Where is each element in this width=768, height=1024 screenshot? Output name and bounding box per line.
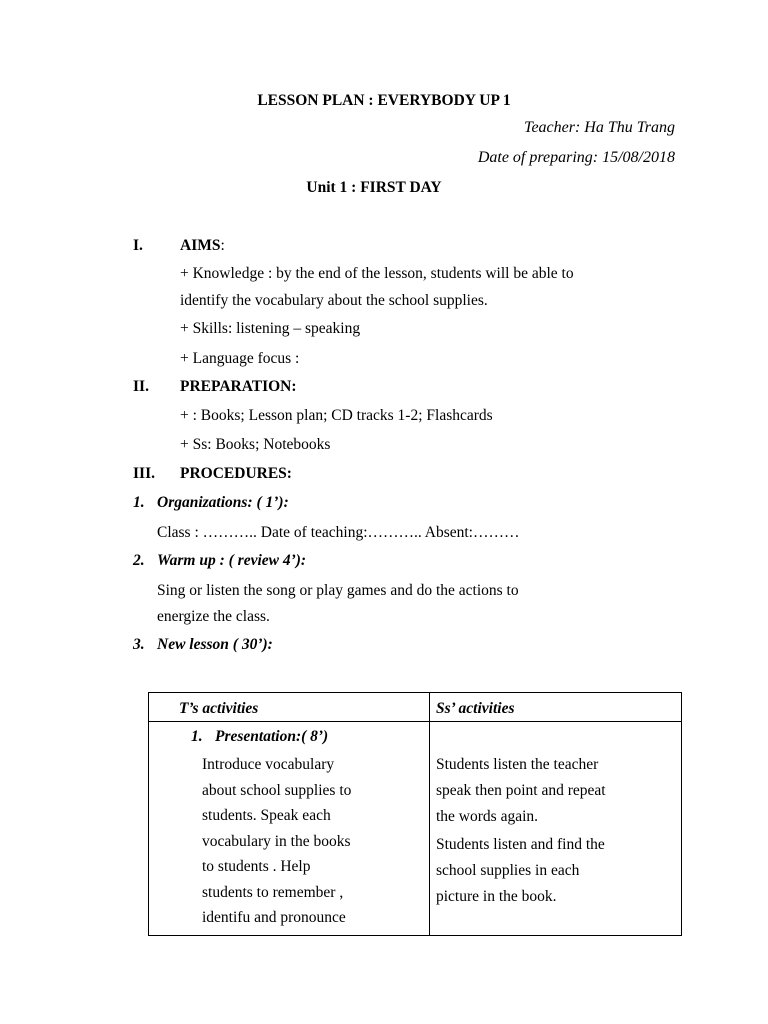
aims-numeral: I.	[133, 237, 143, 254]
teacher-activity-line: about school supplies to	[202, 782, 352, 799]
table-column-divider	[429, 693, 430, 935]
warmup-title: Warm up : ( review 4’):	[157, 552, 307, 569]
aims-colon: :	[220, 237, 225, 254]
new-lesson-number: 3.	[133, 636, 145, 653]
teacher-activity-line: identifu and pronounce	[202, 909, 346, 926]
teacher-activity-line: vocabulary in the books	[202, 833, 351, 850]
preparation-heading: PREPARATION:	[180, 378, 297, 395]
aims-knowledge-line1: + Knowledge : by the end of the lesson, students will be able to	[180, 265, 574, 282]
page-title: LESSON PLAN : EVERYBODY UP 1	[257, 92, 511, 109]
teacher-activity-line: Introduce vocabulary	[202, 756, 335, 773]
student-activity-line: Students listen the teacher	[436, 756, 599, 773]
aims-language-focus: + Language focus :	[180, 350, 300, 367]
presentation-number: 1.	[191, 728, 203, 745]
aims-knowledge-line2: identify the vocabulary about the school supplies.	[180, 292, 488, 309]
procedures-numeral: III.	[133, 465, 155, 482]
teacher-activity-line: students to remember ,	[202, 884, 344, 901]
new-lesson-title: New lesson ( 30’):	[157, 636, 273, 653]
organizations-number: 1.	[133, 494, 145, 511]
student-activity-line: the words again.	[436, 808, 539, 825]
organizations-line: Class : ……….. Date of teaching:……….. Absent:………	[157, 524, 520, 541]
preparation-student-items: + Ss: Books; Notebooks	[180, 436, 331, 453]
presentation-title: Presentation:( 8’)	[215, 728, 329, 745]
teacher-activity-line: to students . Help	[202, 858, 311, 875]
unit-title: Unit 1 : FIRST DAY	[306, 179, 442, 196]
aims-skills: + Skills: listening – speaking	[180, 320, 361, 337]
teacher-activities-header: T’s activities	[179, 700, 259, 717]
organizations-title: Organizations: ( 1’):	[157, 494, 289, 511]
warmup-number: 2.	[133, 552, 145, 569]
student-activity-line: picture in the book.	[436, 888, 557, 905]
student-activities-header: Ss’ activities	[436, 700, 515, 717]
activities-table	[148, 692, 682, 936]
aims-heading-wrap	[180, 238, 225, 254]
preparation-teacher-items: + : Books; Lesson plan; CD tracks 1-2; Flashcards	[180, 407, 493, 424]
preparation-numeral: II.	[133, 378, 149, 395]
warmup-line1: Sing or listen the song or play games and do the actions to	[157, 582, 519, 599]
teacher-name: Teacher: Ha Thu Trang	[524, 119, 675, 136]
student-activity-line: school supplies in each	[436, 862, 580, 879]
student-activity-line: Students listen and find the	[436, 836, 605, 853]
table-header-divider	[149, 721, 681, 722]
preparation-date: Date of preparing: 15/08/2018	[477, 149, 675, 166]
warmup-line2: energize the class.	[157, 608, 270, 625]
student-activity-line: speak then point and repeat	[436, 782, 606, 799]
teacher-activity-line: students. Speak each	[202, 807, 331, 824]
aims-heading: AIMS	[180, 237, 221, 254]
procedures-heading: PROCEDURES:	[180, 465, 292, 482]
